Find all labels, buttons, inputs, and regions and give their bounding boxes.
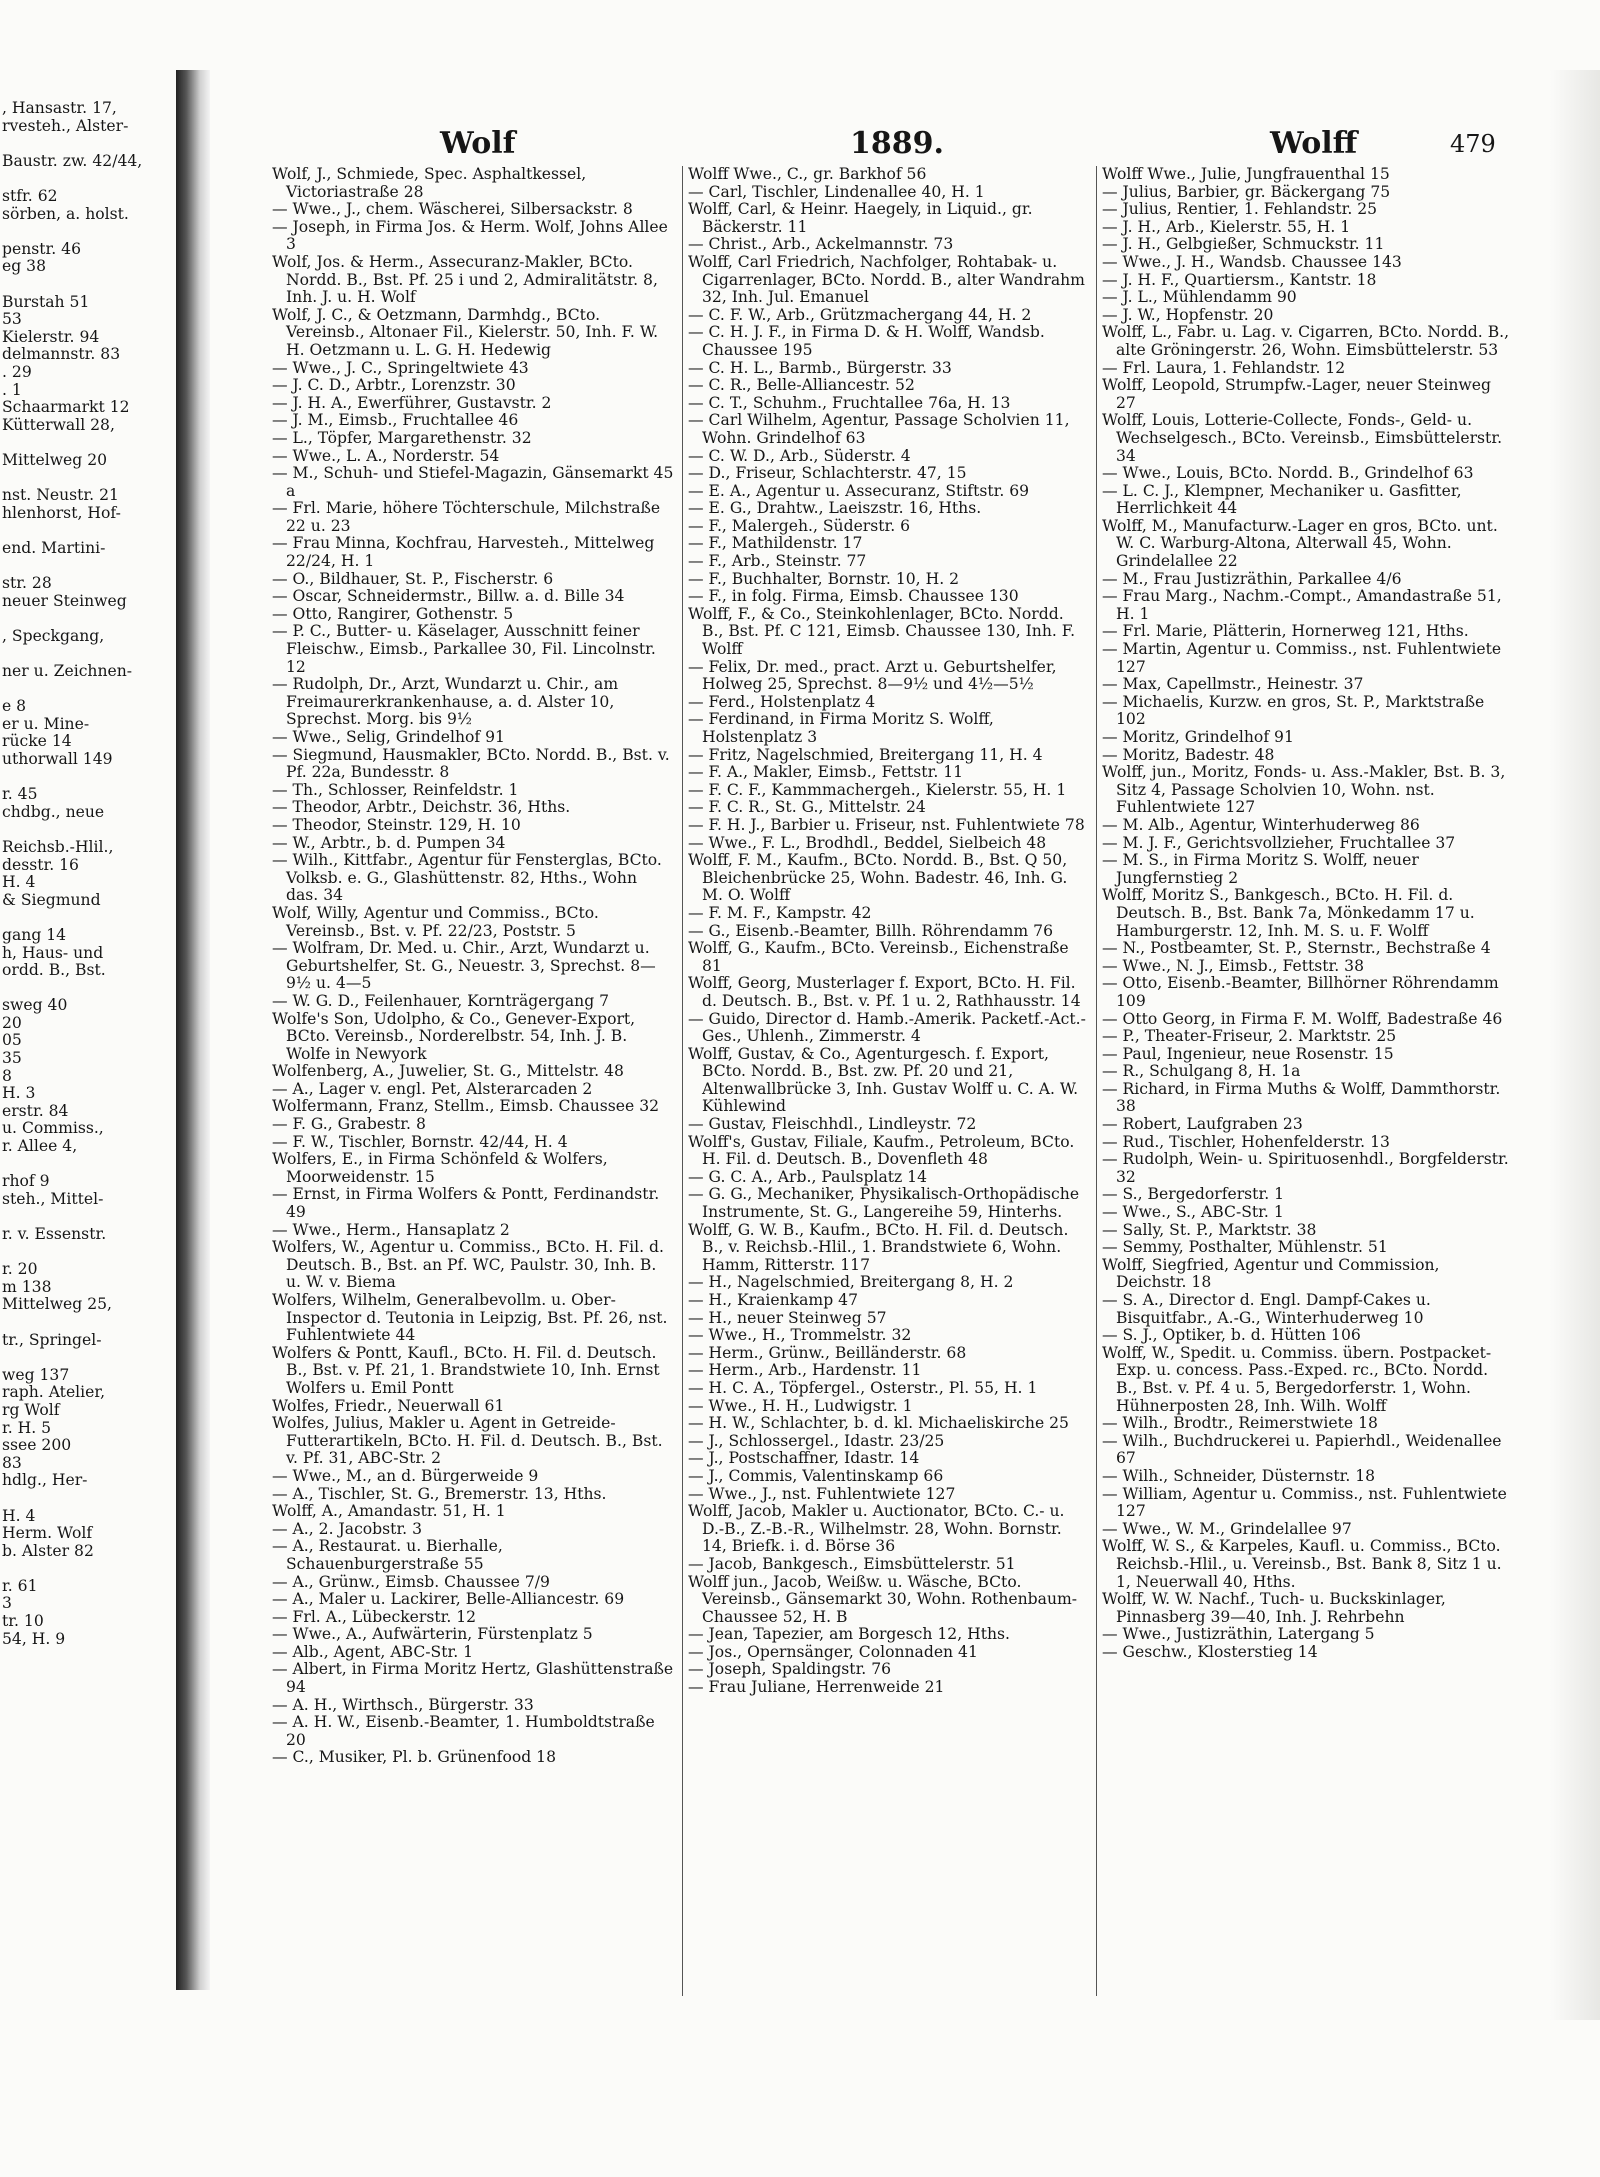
fragment-line: hdlg., Her- (2, 1471, 88, 1490)
directory-entry: — J., Postschaffner, Idastr. 14 (688, 1449, 920, 1468)
directory-entry: — Frl. Laura, 1. Fehlandstr. 12 (1102, 358, 1346, 377)
directory-entry: — Wwe., N. J., Eimsb., Fettstr. 38 (1102, 956, 1365, 975)
fragment-line (0, 1208, 176, 1226)
directory-entry: — Max, Capellmstr., Heinestr. 37 (1102, 675, 1364, 694)
fragment-line (0, 469, 176, 487)
page-number: 479 (1450, 130, 1496, 158)
directory-entry: Wolff, M., Manufacturw.-Lager en gros, BCto. unt. W. C. Warburg-Altona, Alterwall 45, Wohn. Grindelallee 22 (1102, 516, 1498, 571)
directory-page (210, 60, 1550, 2060)
directory-entry: — Wwe., J., nst. Fuhlentwiete 127 (688, 1484, 956, 1503)
fragment-line: rhof 9 (2, 1172, 50, 1191)
fragment-line: sweg 40 (2, 996, 68, 1015)
fragment-line: 35 (2, 1049, 22, 1068)
book-gutter (176, 70, 210, 1990)
directory-entry: — H., Kraienkamp 47 (688, 1291, 858, 1309)
directory-entry: Wolff, Louis, Lotterie-Collecte, Fonds-, Geld- u. Wechselgesch., BCto. Vereinsb., Eimsbüttelerstr. 34 (1102, 411, 1503, 465)
directory-entry: Wolff, G. W. B., Kaufm., BCto. H. Fil. d. Deutsch. B., v. Reichsb.-Hlil., 1. Brandstwiete 6, Wohn. Hamm, Ritterstr. 117 (688, 1220, 1069, 1274)
directory-entry: — Wwe., H. H., Ludwigstr. 1 (688, 1396, 913, 1415)
directory-entry: Wolff, A., Amandastr. 51, H. 1 (272, 1502, 506, 1521)
directory-entry: — P., Theater-Friseur, 2. Marktstr. 25 (1102, 1027, 1397, 1046)
fragment-line: Schaarmarkt 12 (2, 398, 130, 417)
directory-entry: — Wwe., A., Aufwärterin, Fürstenplatz 5 (272, 1625, 593, 1644)
fragment-line: neuer Steinweg (2, 591, 127, 610)
directory-entry: — N., Postbeamter, St. P., Sternstr., Bechstraße 4 (1102, 939, 1491, 958)
directory-entry: — Wwe., Justizräthin, Latergang 5 (1102, 1625, 1375, 1644)
directory-entry: — Frau Minna, Kochfrau, Harvesteh., Mittelweg 22/24, H. 1 (272, 534, 655, 571)
fragment-line (0, 1349, 176, 1367)
fragment-line: eg 38 (2, 257, 47, 276)
directory-entry: — Carl Wilhelm, Agentur, Passage Scholvien 11, Wohn. Grindelhof 63 (688, 411, 1070, 447)
directory-entry: — J. W., Hopfenstr. 20 (1102, 305, 1274, 324)
directory-entry: — J., Commis, Valentinskamp 66 (688, 1466, 944, 1485)
directory-entry: — Ferd., Holstenplatz 4 (688, 692, 876, 711)
fragment-line: weg 137 (2, 1365, 70, 1384)
fragment-line: delmannstr. 83 (2, 345, 121, 364)
header-year: 1889. (850, 126, 944, 161)
fragment-line: Mittelweg 25, (2, 1295, 113, 1314)
directory-entry: — Moritz, Grindelhof 91 (1102, 728, 1294, 746)
directory-entry: — L. C. J., Klempner, Mechaniker u. Gasfitter, Herrlichkeit 44 (1102, 481, 1462, 518)
directory-entry: — Otto, Rangirer, Gothenstr. 5 (272, 604, 514, 623)
directory-entry: Wolff's, Gustav, Filiale, Kaufm., Petroleum, BCto. H. Fil. d. Deutsch. B., Dovenfleth 48 (688, 1132, 1075, 1169)
directory-entry: — S. J., Optiker, b. d. Hütten 106 (1102, 1326, 1361, 1345)
fragment-line: nst. Neustr. 21 (2, 486, 119, 505)
fragment-line: b. Alster 82 (2, 1541, 94, 1560)
directory-entry: — Wwe., L. A., Norderstr. 54 (272, 446, 500, 465)
directory-entry: — F. C. R., St. G., Mittelstr. 24 (688, 798, 926, 817)
header-right-keyword: Wolff (1270, 126, 1358, 161)
fragment-line: steh., Mittel- (2, 1189, 104, 1208)
directory-entry: — William, Agentur u. Commiss., nst. Fuhlentwiete 127 (1102, 1484, 1507, 1521)
fragment-line: gang 14 (2, 925, 67, 944)
directory-entry: — Joseph, in Firma Jos. & Herm. Wolf, Johns Allee 3 (272, 217, 668, 254)
fragment-line: erstr. 84 (2, 1101, 69, 1120)
directory-entry: Wolff, W. W. Nachf., Tuch- u. Buckskinlager, Pinnasberg 39—40, Inh. J. Rehrbehn (1102, 1590, 1446, 1626)
directory-entry: — Joseph, Spaldingstr. 76 (688, 1660, 892, 1679)
fragment-line: Reichsb.-Hlil., (2, 837, 114, 856)
directory-entry: — J. H., Arb., Kielerstr. 55, H. 1 (1102, 217, 1351, 236)
directory-entry: — O., Bildhauer, St. P., Fischerstr. 6 (272, 569, 554, 588)
directory-entry: — Rud., Tischler, Hohenfelderstr. 13 (1102, 1132, 1390, 1151)
fragment-line: penstr. 46 (2, 239, 82, 258)
directory-entry: — Richard, in Firma Muths & Wolff, Dammthorstr. 38 (1102, 1079, 1501, 1116)
fragment-line: end. Martini- (2, 538, 106, 557)
directory-entry: — F. G., Grabestr. 8 (272, 1115, 426, 1134)
fragment-line (0, 1156, 176, 1174)
directory-entry: — Julius, Barbier, gr. Bäckergang 75 (1102, 182, 1391, 201)
directory-entry: — C. H. J. F., in Firma D. & H. Wolff, Wandsb. Chaussee 195 (688, 323, 1045, 359)
directory-entry: — J. C. D., Arbtr., Lorenzstr. 30 (272, 376, 516, 395)
directory-entry: Wolff, F. M., Kaufm., BCto. Nordd. B., Bst. Q 50, Bleichenbrücke 25, Wohn. Badestr. 46, Inh. G. M. O. Wolff (688, 851, 1068, 905)
directory-entry: Wolfes, Friedr., Neuerwall 61 (272, 1396, 505, 1415)
fragment-line (0, 557, 176, 575)
fragment-line: r. H. 5 (2, 1418, 52, 1437)
fragment-line: uthorwall 149 (2, 749, 113, 768)
directory-entry: — Julius, Rentier, 1. Fehlandstr. 25 (1102, 200, 1378, 219)
left-page-fragment (0, 100, 178, 1960)
directory-entry: — M. S., in Firma Moritz S. Wolff, neuer Jungfernstieg 2 (1102, 851, 1419, 887)
directory-entry: — Oscar, Schneidermstr., Billw. a. d. Bille 34 (272, 587, 625, 606)
fragment-line (0, 980, 176, 998)
directory-entry: — Theodor, Steinstr. 129, H. 10 (272, 815, 521, 834)
fragment-line: ordd. B., Bst. (2, 961, 106, 980)
directory-entry: — Otto, Eisenb.-Beamter, Billhörner Röhrendamm 109 (1102, 974, 1499, 1010)
fragment-line: 53 (2, 310, 22, 329)
directory-entry: — C. H. L., Barmb., Bürgerstr. 33 (688, 358, 952, 377)
directory-entry: — Th., Schlosser, Reinfeldstr. 1 (272, 780, 519, 799)
fragment-line: . 1 (2, 380, 22, 399)
page-header (210, 120, 1550, 170)
directory-entry: Wolfers & Pontt, Kaufl., BCto. H. Fil. d. Deutsch. B., Bst. v. Pf. 21, 1. Brandstwiete 10, Inh. Ernst Wolfers u. Emil Pontt (272, 1343, 660, 1397)
directory-entry: — Wwe., Louis, BCto. Nordd. B., Grindelhof 63 (1102, 464, 1474, 483)
directory-entry: — Ernst, in Firma Wolfers & Pontt, Ferdinandstr. 49 (272, 1185, 660, 1222)
fragment-line (0, 681, 176, 699)
fragment-line: 05 (2, 1031, 22, 1050)
fragment-line (0, 135, 176, 153)
column-2 (688, 166, 1088, 2006)
directory-entry: — Martin, Agentur u. Commiss., nst. Fuhlentwiete 127 (1102, 640, 1502, 676)
directory-entry: — Wwe., H., Trommelstr. 32 (688, 1326, 912, 1345)
fragment-line: er u. Mine- (2, 714, 90, 733)
fragment-line: 3 (2, 1594, 12, 1613)
fragment-line: rücke 14 (2, 732, 72, 751)
fragment-line: r. 20 (2, 1260, 38, 1279)
fragment-line: stfr. 62 (2, 186, 58, 205)
directory-entry: — M., Schuh- und Stiefel-Magazin, Gänsemarkt 45 a (272, 464, 674, 500)
directory-entry: — Wwe., J. C., Springeltwiete 43 (272, 358, 529, 377)
directory-entry: — F., Malergeh., Süderstr. 6 (688, 516, 911, 535)
fragment-line (0, 1314, 176, 1332)
directory-entry: — Albert, in Firma Moritz Hertz, Glashüttenstraße 94 (272, 1660, 674, 1697)
directory-entry: Wolff, Carl Friedrich, Nachfolger, Rohtabak- u. Cigarrenlager, BCto. Nordd. B., alter Wandrahm 32, Inh. Jul. Emanuel (688, 252, 1085, 307)
fragment-line: r. v. Essenstr. (2, 1225, 107, 1243)
directory-entry: — J., Schlossergel., Idastr. 23/25 (688, 1431, 945, 1450)
directory-entry: — A., 2. Jacobstr. 3 (272, 1519, 423, 1538)
directory-entry: Wolf, Willy, Agentur und Commiss., BCto. Vereinsb., Bst. v. Pf. 22/23, Poststr. 5 (272, 903, 599, 940)
directory-entry: — Frl. Marie, höhere Töchterschule, Milchstraße 22 u. 23 (272, 499, 661, 535)
directory-entry: — F. A., Makler, Eimsb., Fettstr. 11 (688, 763, 964, 782)
directory-entry: — A., Tischler, St. G., Bremerstr. 13, Hths. (272, 1484, 607, 1503)
directory-entry: — J. M., Eimsb., Fruchtallee 46 (272, 411, 519, 430)
directory-entry: — E. G., Drahtw., Laeiszstr. 16, Hths. (688, 499, 982, 518)
directory-entry: — H. W., Schlachter, b. d. kl. Michaeliskirche 25 (688, 1414, 1069, 1433)
fragment-line: ner u. Zeichnen- (2, 662, 133, 680)
directory-entry: — Rudolph, Dr., Arzt, Wundarzt u. Chir., am Freimaurerkrankenhause, a. d. Alster 10, Sprechst. Morg. bis 9½ (272, 675, 619, 729)
directory-entry: — Moritz, Badestr. 48 (1102, 745, 1275, 764)
directory-entry: Wolfers, E., in Firma Schönfeld & Wolfers, Moorweidenstr. 15 (272, 1150, 608, 1186)
directory-entry: — L., Töpfer, Margarethenstr. 32 (272, 428, 532, 447)
directory-entry: — Rudolph, Wein- u. Spirituosenhdl., Borgfelderstr. 32 (1102, 1150, 1509, 1186)
directory-entry: — F., Mathildenstr. 17 (688, 534, 863, 553)
directory-entry: — Geschw., Klosterstieg 14 (1102, 1642, 1318, 1661)
directory-entry: Wolf, Jos. & Herm., Assecuranz-Makler, BCto. Nordd. B., Bst. Pf. 25 i und 2, Admiralitätstr. 8, Inh. J. u. H. Wolf (272, 252, 658, 307)
directory-entry: — Jean, Tapezier, am Borgesch 12, Hths. (688, 1625, 1010, 1644)
directory-entry: — E. A., Agentur u. Assecuranz, Stiftstr. 69 (688, 481, 1030, 500)
fragment-line: H. 4 (2, 1506, 36, 1525)
directory-entry: — F., Arb., Steinstr. 77 (688, 552, 867, 571)
fragment-line: 20 (2, 1013, 22, 1032)
fragment-line: Burstah 51 (2, 292, 90, 311)
directory-entry: Wolfers, W., Agentur u. Commiss., BCto. H. Fil. d. Deutsch. B., Bst. an Pf. WC, Paulstr. 30, Inh. B. u. W. v. Biema (272, 1238, 664, 1292)
directory-entry: — S., Bergedorferstr. 1 (1102, 1185, 1285, 1204)
fragment-line: Baustr. zw. 42/44, (2, 151, 143, 170)
directory-entry: — Theodor, Arbtr., Deichstr. 36, Hths. (272, 798, 571, 817)
fragment-line: tr., Springel- (2, 1330, 102, 1349)
fragment-line: rvesteh., Alster- (2, 116, 129, 135)
directory-entry: — Ferdinand, in Firma Moritz S. Wolff, Holstenplatz 3 (688, 710, 994, 746)
fragment-line: 83 (2, 1453, 22, 1472)
directory-entry: — Herm., Arb., Hardenstr. 11 (688, 1361, 922, 1380)
fragment-line: raph. Atelier, (2, 1383, 106, 1402)
directory-entry: — J. L., Mühlendamm 90 (1102, 288, 1297, 307)
directory-entry: — C. F. W., Arb., Grützmachergang 44, H. 2 (688, 305, 1032, 324)
directory-entry: Wolff, jun., Moritz, Fonds- u. Ass.-Makler, Bst. B. 3, Sitz 4, Passage Scholvien 10, Wohn. nst. Fuhlentwiete 127 (1102, 763, 1506, 817)
directory-entry: Wolff, W., Spedit. u. Commiss. übern. Postpacket-Exp. u. concess. Pass.-Exped. rc., BCto. Nordd. B., Bst. v. Pf. 4 u. 5, Bergedorferstr. 1, Wohn. Hühnerposten 28, Inh. Wilh. Wolff (1102, 1343, 1492, 1415)
fragment-line: u. Commiss., (2, 1119, 104, 1138)
directory-entry: Wolff, Gustav, & Co., Agenturgesch. f. Export, BCto. Nordd. B., Bst. zw. Pf. 20 und 21, Altenwallbrücke 3, Inh. Gustav Wolff u. C. A. W. Kühlewind (688, 1044, 1079, 1116)
fragment-line: chdbg., neue (2, 802, 105, 821)
fragment-line: , Speckgang, (2, 626, 105, 645)
directory-entry: — Wwe., J., chem. Wäscherei, Silbersackstr. 8 (272, 200, 633, 219)
fragment-line: r. 45 (2, 785, 38, 804)
directory-entry: — F., Buchhalter, Bornstr. 10, H. 2 (688, 569, 960, 588)
fragment-line: m 138 (2, 1277, 52, 1296)
page-edge (1550, 70, 1600, 2020)
directory-entry: — Michaelis, Kurzw. en gros, St. P., Marktstraße 102 (1102, 692, 1485, 729)
directory-entry: — H., Nagelschmied, Breitergang 8, H. 2 (688, 1273, 1014, 1292)
directory-entry: — W. G. D., Feilenhauer, Kornträgergang 7 (272, 991, 610, 1010)
directory-entry: — F. W., Tischler, Bornstr. 42/44, H. 4 (272, 1132, 568, 1151)
directory-entry: — Frl. A., Lübeckerstr. 12 (272, 1607, 477, 1626)
fragment-line: Kütterwall 28, (2, 415, 115, 434)
directory-entry: — G. C. A., Arb., Paulsplatz 14 (688, 1167, 928, 1186)
column-divider-2 (1096, 166, 1097, 1996)
fragment-line: desstr. 16 (2, 855, 79, 874)
directory-entry: — P. C., Butter- u. Käselager, Ausschnitt feiner Fleischw., Eimsb., Parkallee 30, Fil. Lincolnstr. 12 (272, 622, 656, 676)
fragment-line: Mittelweg 20 (2, 450, 108, 469)
directory-entry: Wolfenberg, A., Juwelier, St. G., Mittelstr. 48 (272, 1062, 624, 1081)
column-3 (1102, 166, 1510, 2006)
directory-entry: — H., neuer Steinweg 57 (688, 1308, 887, 1327)
directory-entry: Wolfes, Julius, Makler u. Agent in Getreide- Futterartikeln, BCto. H. Fil. d. Deutsch. B., Bst. v. Pf. 31, ABC-Str. 2 (272, 1414, 663, 1468)
directory-entry: — C. W. D., Arb., Süderstr. 4 (688, 446, 911, 465)
column-1 (272, 166, 674, 2006)
directory-entry: — Jos., Opernsänger, Colonnaden 41 (688, 1642, 978, 1661)
directory-entry: Wolff Wwe., C., gr. Barkhof 56 (688, 166, 927, 183)
directory-entry: — Felix, Dr. med., pract. Arzt u. Geburtshelfer, Holweg 25, Sprechst. 8—9½ und 4½—5½ (688, 657, 1057, 694)
directory-entry: — Alb., Agent, ABC-Str. 1 (272, 1642, 474, 1661)
directory-entry: — A. H. W., Eisenb.-Beamter, 1. Humboldtstraße 20 (272, 1713, 655, 1749)
directory-entry: — Frau Juliane, Herrenweide 21 (688, 1678, 945, 1697)
directory-entry: Wolff, G., Kaufm., BCto. Vereinsb., Eichenstraße 81 (688, 939, 1069, 975)
directory-entry: — R., Schulgang 8, H. 1a (1102, 1062, 1301, 1081)
directory-entry: Wolfermann, Franz, Stellm., Eimsb. Chaussee 32 (272, 1097, 660, 1116)
directory-entry: Wolfe's Son, Udolpho, & Co., Genever-Export, BCto. Vereinsb., Norderelbstr. 54, Inh. J. B. Wolfe in Newyork (272, 1009, 636, 1063)
directory-entry: — F. M. F., Kampstr. 42 (688, 903, 872, 922)
directory-entry: — J. H., Gelbgießer, Schmuckstr. 11 (1102, 235, 1385, 254)
fragment-line: ssee 200 (2, 1436, 72, 1455)
directory-entry: — A., Restaurat. u. Bierhalle, Schauenburgerstraße 55 (272, 1537, 503, 1573)
directory-entry: — A., Grünw., Eimsb. Chaussee 7/9 (272, 1572, 550, 1591)
directory-entry: — Wwe., M., an d. Bürgerweide 9 (272, 1466, 539, 1485)
directory-entry: — G. G., Mechaniker, Physikalisch-Orthopädische Instrumente, St. G., Langereihe 59, Hinterhs. (688, 1185, 1080, 1222)
directory-entry: Wolff, L., Fabr. u. Lag. v. Cigarren, BCto. Nordd. B., alte Gröningerstr. 26, Wohn. Eimsbüttelerstr. 53 (1102, 323, 1510, 359)
directory-entry: — Frl. Marie, Plätterin, Hornerweg 121, Hths. (1102, 622, 1469, 641)
fragment-line: str. 28 (2, 574, 52, 593)
fragment-line: hlenhorst, Hof- (2, 503, 121, 522)
directory-entry: — Otto Georg, in Firma F. M. Wolff, Badestraße 46 (1102, 1009, 1503, 1028)
directory-entry: Wolff, Leopold, Strumpfw.-Lager, neuer Steinweg 27 (1102, 376, 1491, 412)
directory-entry: — Wilh., Schneider, Düsternstr. 18 (1102, 1466, 1376, 1485)
directory-entry: Wolff, Jacob, Makler u. Auctionator, BCto. C.- u. D.-B., Z.-B.-R., Wilhelmstr. 28, Wohn. Bornstr. 14, Briefk. i. d. Börse 36 (688, 1502, 1065, 1556)
fragment-line: sörben, a. holst. (2, 204, 129, 223)
fragment-line (0, 1490, 176, 1508)
directory-entry: — Wwe., Selig, Grindelhof 91 (272, 728, 505, 746)
directory-entry: — Wilh., Buchdruckerei u. Papierhdl., Weidenallee 67 (1102, 1431, 1502, 1468)
directory-entry: — Gustav, Fleischhdl., Lindleystr. 72 (688, 1115, 977, 1134)
directory-entry: — F. C. F., Kammmachergeh., Kielerstr. 55, H. 1 (688, 780, 1067, 799)
fragment-line (0, 223, 176, 241)
directory-entry: Wolff, Moritz S., Bankgesch., BCto. H. Fil. d. Deutsch. B., Bst. Bank 7a, Mönkedamm 17 u. Hamburgerstr. 12, Inh. M. S. u. F. Wolff (1102, 886, 1475, 940)
fragment-line: 54, H. 9 (2, 1629, 66, 1648)
column-divider-1 (682, 166, 683, 1996)
fragment-line: . 29 (2, 362, 32, 381)
fragment-line (0, 821, 176, 839)
directory-entry: — M. Alb., Agentur, Winterhuderweg 86 (1102, 815, 1420, 834)
directory-entry: Wolfers, Wilhelm, Generalbevollm. u. Ober-Inspector d. Teutonia in Leipzig, Bst. Pf. 26, nst. Fuhlentwiete 44 (272, 1291, 668, 1345)
fragment-line: , Hansastr. 17, (2, 100, 117, 117)
directory-entry: — Jacob, Bankgesch., Eimsbüttelerstr. 51 (688, 1554, 1016, 1573)
directory-entry: — Siegmund, Hausmakler, BCto. Nordd. B., Bst. v. Pf. 22a, Bundesstr. 8 (272, 745, 670, 782)
directory-entry: — F. H. J., Barbier u. Friseur, nst. Fuhlentwiete 78 (688, 815, 1085, 834)
directory-entry: — Wwe., F. L., Brodhdl., Beddel, Sielbeich 48 (688, 833, 1047, 852)
directory-entry: — J. H. F., Quartiersm., Kantstr. 18 (1102, 270, 1377, 289)
directory-entry: — A., Lager v. engl. Pet, Alsterarcaden 2 (272, 1079, 593, 1098)
directory-entry: Wolff Wwe., Julie, Jungfrauenthal 15 (1102, 166, 1390, 183)
fragment-line (0, 909, 176, 927)
directory-entry: — C., Musiker, Pl. b. Grünenfood 18 (272, 1748, 557, 1767)
directory-entry: Wolff, Carl, & Heinr. Haegely, in Liquid., gr. Bäckerstr. 11 (688, 200, 1033, 236)
fragment-line (0, 276, 176, 294)
directory-entry: — C. R., Belle-Alliancestr. 52 (688, 376, 915, 395)
fragment-line (0, 610, 176, 628)
fragment-line (0, 645, 176, 663)
directory-entry: — Robert, Laufgraben 23 (1102, 1115, 1303, 1134)
fragment-line: r. Allee 4, (2, 1137, 78, 1156)
fragment-line: Herm. Wolf (2, 1524, 93, 1543)
directory-entry: — Frau Marg., Nachm.-Compt., Amandastraße 51, H. 1 (1102, 587, 1502, 623)
directory-entry: — Wwe., S., ABC-Str. 1 (1102, 1203, 1284, 1222)
directory-entry: Wolff, W. S., & Karpeles, Kaufl. u. Commiss., BCto. Reichsb.-Hlil., u. Vereinsb., Bst. Bank 8, Sitz 1 u. 1, Neuerwall 40, Hths. (1102, 1537, 1502, 1591)
directory-entry: — J. H. A., Ewerführer, Gustavstr. 2 (272, 393, 552, 412)
directory-entry: Wolff, F., & Co., Steinkohlenlager, BCto. Nordd. B., Bst. Pf. C 121, Eimsb. Chaussee 130, Inh. F. Wolff (688, 604, 1076, 659)
directory-entry: — F., in folg. Firma, Eimsb. Chaussee 130 (688, 587, 1019, 606)
fragment-line: Kielerstr. 94 (2, 327, 100, 346)
directory-entry: — Wilh., Kittfabr., Agentur für Fensterglas, BCto. Volksb. e. G., Glashüttenstr. 82, Hths., Wohn das. 34 (272, 851, 662, 905)
directory-entry: — Carl, Tischler, Lindenallee 40, H. 1 (688, 182, 985, 201)
directory-entry: — Christ., Arb., Ackelmannstr. 73 (688, 235, 954, 254)
directory-entry: Wolff, Siegfried, Agentur und Commission, Deichstr. 18 (1102, 1255, 1440, 1292)
fragment-line: tr. 10 (2, 1612, 44, 1631)
directory-entry: Wolff, Georg, Musterlager f. Export, BCto. H. Fil. d. Deutsch. B., Bst. v. Pf. 1 u. 2, Rathhausstr. 14 (688, 974, 1081, 1010)
fragment-line: 8 (2, 1066, 12, 1085)
directory-entry: — Paul, Ingenieur, neue Rosenstr. 15 (1102, 1044, 1394, 1063)
fragment-line (0, 434, 176, 452)
directory-entry: — W., Arbtr., b. d. Pumpen 34 (272, 833, 506, 852)
directory-entry: — Fritz, Nagelschmied, Breitergang 11, H. 4 (688, 745, 1043, 764)
fragment-line: h, Haus- und (2, 943, 104, 962)
fragment-line (0, 1244, 176, 1262)
directory-entry: — Sally, St. P., Marktstr. 38 (1102, 1220, 1317, 1239)
fragment-line: H. 4 (2, 873, 36, 892)
fragment-line: & Siegmund (2, 890, 101, 909)
directory-entry: — M. J. F., Gerichtsvollzieher, Fruchtallee 37 (1102, 833, 1456, 852)
directory-entry: Wolf, J., Schmiede, Spec. Asphaltkessel, Victoriastraße 28 (272, 166, 587, 201)
fragment-line: H. 3 (2, 1084, 36, 1103)
directory-entry: — C. T., Schuhm., Fruchtallee 76a, H. 13 (688, 393, 1011, 412)
directory-entry: — Wwe., J. H., Wandsb. Chaussee 143 (1102, 252, 1402, 271)
directory-entry: — H. C. A., Töpfergel., Osterstr., Pl. 55, H. 1 (688, 1378, 1038, 1397)
header-left-keyword: Wolf (440, 126, 516, 161)
directory-entry: — M., Frau Justizräthin, Parkallee 4/6 (1102, 569, 1402, 588)
directory-entry: — S. A., Director d. Engl. Dampf-Cakes u. Bisquitfabr., A.-G., Winterhuderweg 10 (1102, 1291, 1431, 1327)
fragment-line (0, 522, 176, 540)
directory-entry: — Wilh., Brodtr., Reimerstwiete 18 (1102, 1414, 1378, 1433)
directory-entry: — A. H., Wirthsch., Bürgerstr. 33 (272, 1695, 534, 1714)
directory-entry: — Semmy, Posthalter, Mühlenstr. 51 (1102, 1238, 1388, 1257)
directory-entry: — G., Eisenb.-Beamter, Billh. Röhrendamm 76 (688, 921, 1054, 940)
fragment-line (0, 170, 176, 188)
directory-entry: — D., Friseur, Schlachterstr. 47, 15 (688, 464, 967, 483)
fragment-line: e 8 (2, 697, 27, 716)
directory-entry: — Wolfram, Dr. Med. u. Chir., Arzt, Wundarzt u. Geburtshelfer, St. G., Neuestr. 3, Sprechst. 8—9½ u. 4—5 (272, 939, 656, 993)
fragment-line (0, 1560, 176, 1578)
directory-entry: — Guido, Director d. Hamb.-Amerik. Packetf.-Act.-Ges., Uhlenh., Zimmerstr. 4 (688, 1009, 1086, 1046)
directory-entry: — A., Maler u. Lackirer, Belle-Alliancestr. 69 (272, 1590, 625, 1609)
directory-entry: — Wwe., W. M., Grindelallee 97 (1102, 1519, 1352, 1538)
directory-entry: Wolff jun., Jacob, Weißw. u. Wäsche, BCto. Vereinsb., Gänsemarkt 30, Wohn. Rothenbaum-Chaussee 52, H. B (688, 1572, 1078, 1626)
fragment-line: r. 61 (2, 1576, 38, 1595)
fragment-line (0, 769, 176, 787)
fragment-line: rg Wolf (2, 1400, 60, 1419)
directory-entry: — Herm., Grünw., Beilländerstr. 68 (688, 1343, 967, 1362)
directory-entry: Wolf, J. C., & Oetzmann, Darmhdg., BCto. Vereinsb., Altonaer Fil., Kielerstr. 50, Inh. F. W. H. Oetzmann u. L. G. H. Hedewig (272, 305, 659, 359)
directory-entry: — Wwe., Herm., Hansaplatz 2 (272, 1220, 510, 1239)
